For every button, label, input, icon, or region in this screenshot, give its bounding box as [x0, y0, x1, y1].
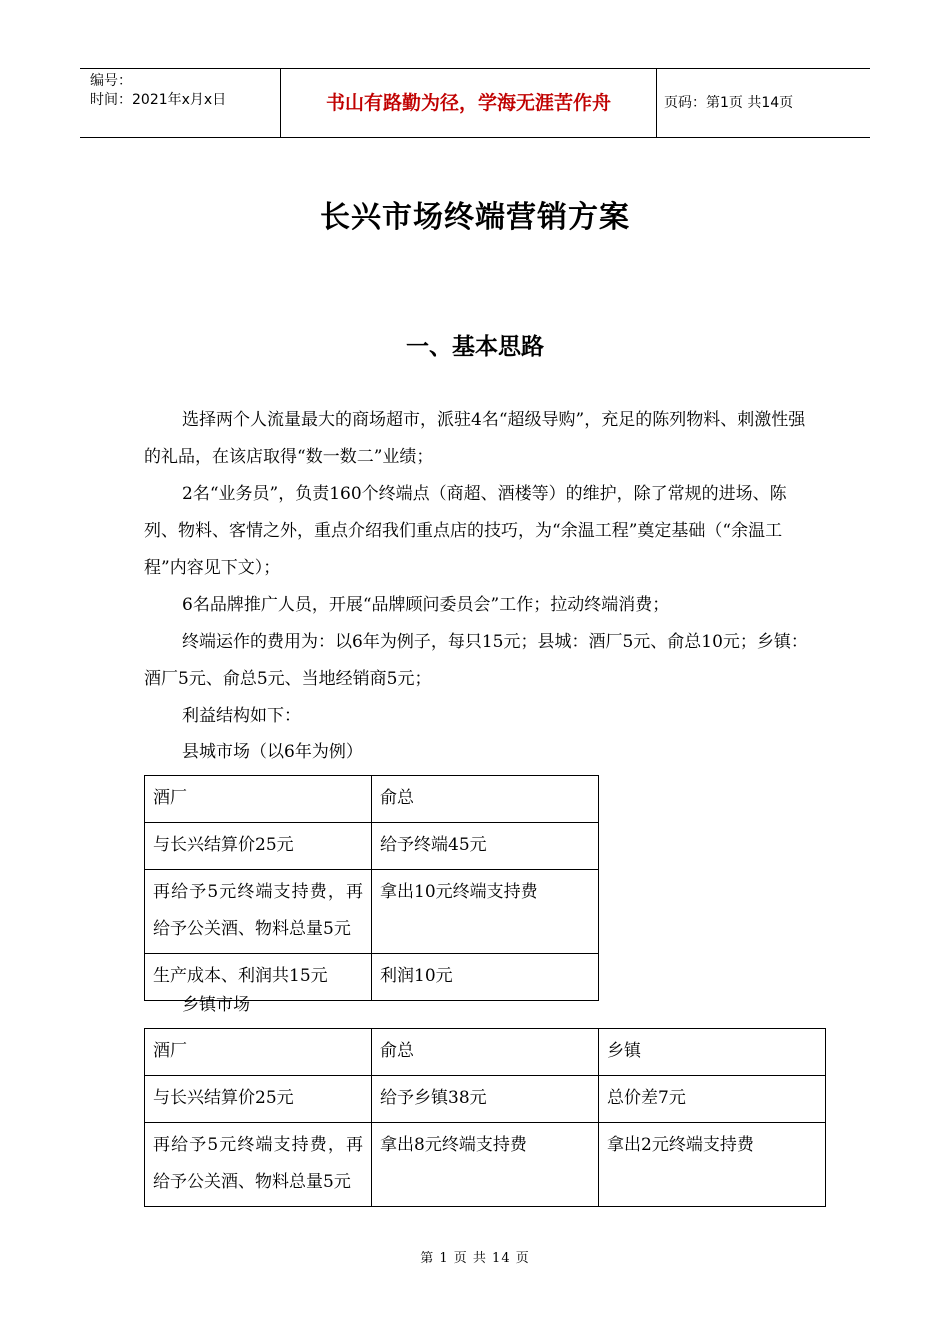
table-cell: 利润10元 [372, 954, 599, 1001]
town-label: 乡镇市场 [182, 995, 250, 1015]
table-cell: 与长兴结算价25元 [145, 1076, 372, 1123]
page-footer: 第 1 页 共 14 页 [420, 1251, 530, 1266]
table-header-row [145, 776, 599, 823]
town-table [144, 1028, 826, 1207]
table-cell: 拿出10元终端支持费 [372, 870, 599, 954]
table-cell: 总价差7元 [599, 1076, 826, 1123]
county-label: 县城市场（以6年为例） [182, 742, 363, 762]
table-cell: 拿出8元终端支持费 [372, 1123, 599, 1207]
table-cell: 俞总 [372, 1029, 599, 1076]
table-header-row [145, 1029, 826, 1076]
table-cell: 与长兴结算价25元 [145, 823, 372, 870]
table-cell: 酒厂 [145, 1029, 372, 1076]
header-page-info: 页码：第1页 共14页 [664, 95, 794, 111]
table-cell: 乡镇 [599, 1029, 826, 1076]
table-row [145, 1076, 826, 1123]
table-cell: 生产成本、利润共15元 [145, 954, 372, 1001]
paragraph: 6名品牌推广人员，开展“品牌顾问委员会”工作；拉动终端消费； [182, 595, 670, 615]
header-motto: 书山有路勤为径，学海无涯苦作舟 [280, 69, 657, 137]
table-cell: 拿出2元终端支持费 [599, 1123, 826, 1207]
code-label: 编号： [90, 73, 132, 89]
paragraph: 选择两个人流量最大的商场超市，派驻4名“超级导购”，充足的陈列物料、刺激性强的礼品，在该店取得“数一数二”业绩； [144, 410, 806, 467]
page-header [80, 68, 870, 138]
table-cell: 俞总 [372, 776, 599, 823]
paragraph: 2名“业务员”，负责160个终端点（商超、酒楼等）的维护，除了常规的进场、陈列、物料、客情之外，重点介绍我们重点店的技巧，为“余温工程”奠定基础（“余温工程”内容见下文）； [144, 484, 787, 578]
table-row [145, 1123, 826, 1207]
profit-intro: 利益结构如下： [182, 706, 301, 726]
table-row [145, 823, 599, 870]
document-title: 长兴市场终端营销方案 [320, 200, 630, 235]
table-row [145, 870, 599, 954]
county-table [144, 775, 599, 1001]
header-meta [80, 69, 280, 137]
table-cell: 给予终端45元 [372, 823, 599, 870]
paragraph: 终端运作的费用为：以6年为例子，每只15元；县城：酒厂5元、俞总10元；乡镇：酒厂5元、俞总5元、当地经销商5元； [144, 632, 808, 689]
table-cell: 再给予5元终端支持费，再给予公关酒、物料总量5元 [145, 1123, 372, 1207]
table-cell: 再给予5元终端支持费，再给予公关酒、物料总量5元 [145, 870, 372, 954]
date-label: 时间：2021年x月x日 [90, 92, 227, 108]
table-cell: 酒厂 [145, 776, 372, 823]
table-cell: 给予乡镇38元 [372, 1076, 599, 1123]
section-heading: 一、基本思路 [406, 333, 544, 360]
